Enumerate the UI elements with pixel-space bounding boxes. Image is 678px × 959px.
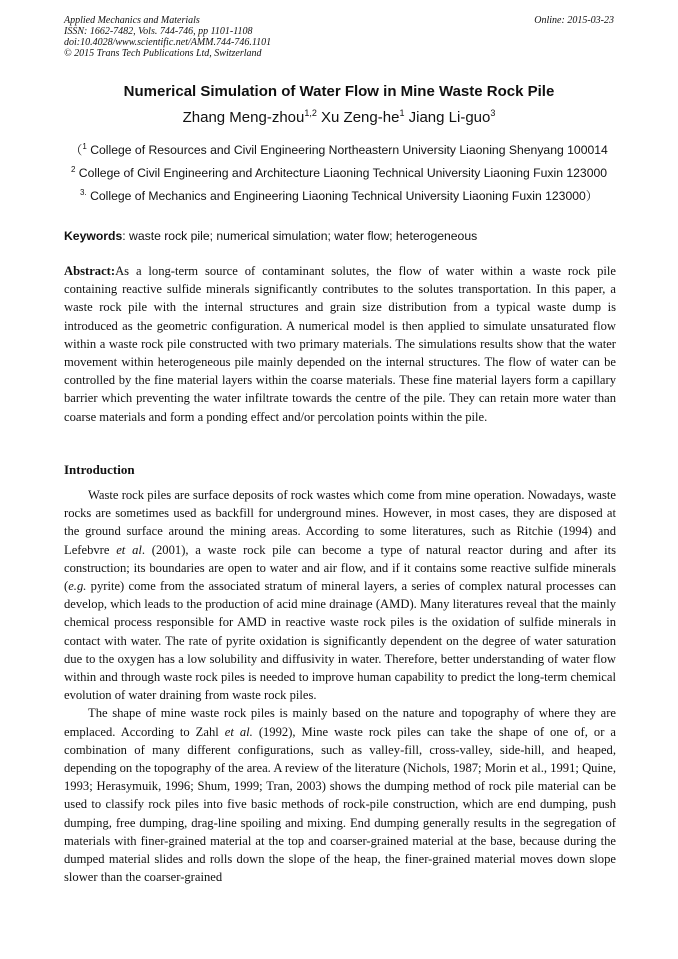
author-name: Xu Zeng-he (316, 109, 400, 126)
paragraph-text: pyrite) come from the associated stratum of mineral layers, a series of complex natural processes can develop, which leads to the production of acid mine drainage (AMD). Many literatures reveal that the mainly chemical process responsible for AMD in reactive waste rock piles is the oxidation of sulfide minerals in contact with water. The rate of pyrite oxidation is significantly dependent on the degree of water saturation due to the oxygen has a low solubility and diffusivity in water. Therefore, better understanding of water flow within and through waste rock piles is needed to improve human capability to predict the long-term chemical evolution of water draining from waste rock piles. (64, 579, 616, 703)
keywords-text: : waste rock pile; numerical simulation; water flow; heterogeneous (122, 229, 478, 243)
keywords (64, 229, 616, 243)
introduction-body (64, 486, 616, 886)
online-date: Online: 2015-03-23 (534, 15, 614, 26)
author-affiliation-mark: 1,2 (304, 108, 317, 118)
affiliation-mark: 1 (82, 142, 87, 151)
abstract-text: As a long-term source of contaminant solutes, the flow of water within a waste rock pile containing reactive sulfide minerals significantly contributes to the solutes transportation. In this paper, a waste rock pile with the internal structures and grain size distribution from a typical waste dump is introduced as the geometric configuration. A numerical model is then applied to simulate unsaturated flow within a waste rock pile constructed with two primary materials. The simulations results show that the water movement within heterogeneous pile mainly depended on the internal structures. The flow of water can be controlled by the fine material layers within the coarse materials. These fine material layers form a capillary barrier which preventing the water infiltrate towards the centre of the pile. They can retain more water than coarse materials and form a ponding effect and/or percolation points within the pile. (64, 264, 616, 424)
italic-text: e.g. (68, 579, 87, 594)
author-affiliation-mark: 1 (399, 108, 405, 118)
author-name: Jiang Li-guo (404, 109, 491, 126)
paragraph (64, 486, 616, 704)
affiliation-mark: 3. (80, 188, 87, 197)
paragraph-text: (1992), Mine waste rock piles can take the shape of one of, or a combination of many different configurations, such as valley-fill, cross-valley, side-hill, and heaped, depending on the topography of the area. A review of the literature (Nichols, 1987; Morin et al., 1991; Quine, 1993; Herasymuik, 1996; Shum, 1999; Tran, 2003) shows the dumping method of rock pile material can be used to classify rock piles into five basic methods of rock-pile construction, which are end dumping, push dumping, free dumping, drag-line spoiling and mixing. End dumping generally results in the segregation of materials with finer-grained material at the top and coarser-grained material at the base, because during the dumped material slides and rolls down the slope of the heap, the finer-grained material moves down slope slower than the coarser-grained (64, 724, 616, 885)
section-heading-introduction: Introduction (64, 462, 135, 477)
journal-header (64, 15, 616, 59)
journal-name: Applied Mechanics and Materials (64, 15, 200, 26)
affiliation-1: College of Resources and Civil Engineering Northeastern University Liaoning Shenyang 100014 (86, 143, 608, 157)
affiliation-2: College of Civil Engineering and Architecture Liaoning Technical University Liaoning Fuxin 123000 (75, 166, 608, 180)
author-name: Zhang Meng-zhou (182, 109, 305, 126)
affiliations (70, 137, 608, 206)
affiliation-open-paren: （ (70, 143, 83, 157)
paragraph-text: . (2001), a waste rock pile can become a type of natural reactor during and after its construction; its boundaries are open to water and air flow, and if it contains some reactive sulfide minerals ( (64, 542, 616, 594)
author-affiliation-mark: 3 (490, 108, 496, 118)
paper-title: Numerical Simulation of Water Flow in Mine Waste Rock Pile (123, 83, 555, 100)
abstract (64, 262, 616, 426)
keywords-label: Keywords (64, 229, 123, 243)
paragraph (64, 704, 616, 886)
copyright-line: © 2015 Trans Tech Publications Ltd, Switzerland (64, 48, 262, 59)
italic-text: et al (116, 542, 142, 557)
author-list (0, 108, 678, 126)
paragraph-text: The shape of mine waste rock piles is mainly based on the nature and topography of where they are emplaced. According to Zahl (64, 706, 616, 739)
affiliation-mark: 2 (70, 165, 76, 174)
doi-line: doi:10.4028/www.scientific.net/AMM.744-746.1101 (64, 37, 272, 48)
abstract-label: Abstract: (64, 264, 116, 278)
affiliation-3: College of Mechanics and Engineering Liaoning Technical University Liaoning Fuxin 123000） (86, 189, 598, 203)
paragraph-text: Waste rock piles are surface deposits of rock wastes which come from mine operation. Nowadays, waste rocks are sometimes used as backfill for underground mines. However, in most cases, they are disposed at the ground surface around the mining areas. According to some literatures, such as Ritchie (1994) and Lefebvre (64, 488, 616, 557)
issn-line: ISSN: 1662-7482, Vols. 744-746, pp 1101-1108 (64, 26, 253, 37)
italic-text: et al. (224, 724, 253, 739)
